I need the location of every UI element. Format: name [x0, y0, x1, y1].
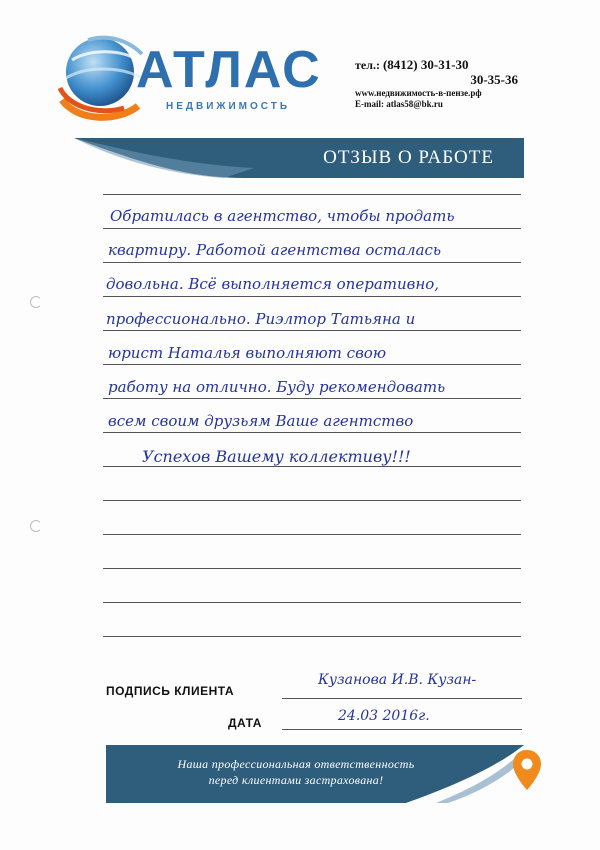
contact-block	[355, 58, 525, 110]
ruled-line	[103, 398, 521, 399]
signature-value: Кузанова И.В. Кузан-	[318, 672, 477, 688]
date-label: ДАТА	[228, 716, 262, 730]
footer-line-2: перед клиентами застрахована!	[208, 773, 384, 787]
website-link[interactable]: www.недвижимость-в-пензе.рф	[355, 88, 482, 98]
ruled-line	[103, 432, 521, 433]
footer-text	[106, 756, 486, 788]
footer-band	[106, 745, 524, 803]
ruled-line	[103, 364, 521, 365]
ruled-line	[103, 228, 521, 229]
atlas-logo	[58, 30, 348, 125]
location-pin-icon	[512, 748, 542, 792]
email-address[interactable]: E-mail: atlas58@bk.ru	[355, 99, 443, 109]
title-band	[74, 138, 524, 178]
ruled-line	[103, 534, 521, 535]
review-line: Успехов Вашему коллективу!!!	[142, 447, 411, 466]
review-line: юрист Наталья выполняют свою	[108, 344, 387, 362]
ruled-line	[103, 466, 521, 467]
date-line	[282, 729, 522, 730]
phone-line-1	[355, 58, 525, 72]
date-value: 24.03 2016г.	[338, 708, 430, 724]
footer-line-1: Наша профессиональная ответственность	[177, 757, 415, 771]
review-line: квартиру. Работой агентства осталась	[108, 241, 442, 259]
signature-line	[282, 698, 522, 699]
review-line: профессионально. Риэлтор Татьяна и	[106, 310, 416, 328]
signature-label: ПОДПИСЬ КЛИЕНТА	[106, 684, 235, 698]
review-line: довольна. Всё выполняется оперативно,	[106, 275, 440, 293]
ruled-line	[103, 296, 521, 297]
ruled-line	[103, 568, 521, 569]
ruled-line	[103, 500, 521, 501]
review-line: Обратилась в агентство, чтобы продать	[110, 207, 455, 225]
review-line: всем своим друзьям Ваше агентство	[108, 412, 414, 430]
review-line: работу на отлично. Буду рекомендовать	[108, 378, 446, 396]
phone-number-2: 30-35-36	[470, 72, 518, 87]
punch-hole-top	[30, 296, 42, 308]
ruled-line	[103, 330, 521, 331]
ruled-line	[103, 262, 521, 263]
phone-number-1: (8412) 30-31-30	[382, 57, 469, 72]
punch-hole-bottom	[30, 520, 42, 532]
ruled-line	[103, 602, 521, 603]
ruled-line	[103, 194, 521, 195]
phone-prefix: тел.:	[355, 58, 380, 72]
ruled-line	[103, 636, 521, 637]
brand-subtitle: НЕДВИЖИМОСТЬ	[166, 101, 291, 112]
page-title: ОТЗЫВ О РАБОТЕ	[323, 147, 494, 168]
brand-name: АТЛАС	[136, 41, 322, 99]
